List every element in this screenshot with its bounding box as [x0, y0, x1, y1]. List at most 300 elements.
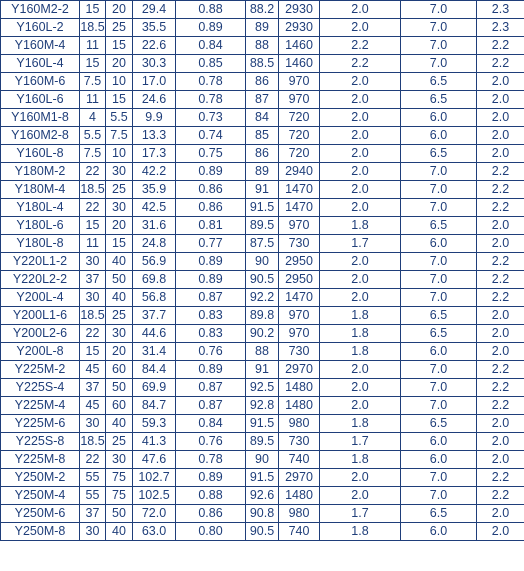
cell-current-a: 22.6	[133, 37, 176, 55]
cell-efficiency: 88.2	[246, 1, 279, 19]
cell-power-hp: 75	[106, 469, 133, 487]
table-row	[1, 271, 524, 289]
cell-current-a: 63.0	[133, 523, 176, 541]
cell-starting-current-ratio: 6.5	[401, 91, 477, 109]
cell-model: Y160L-8	[1, 145, 80, 163]
cell-starting-current-ratio: 7.0	[401, 397, 477, 415]
cell-max-torque-ratio: 2.2	[477, 163, 524, 181]
cell-power-hp: 30	[106, 451, 133, 469]
cell-speed-rpm: 970	[279, 217, 320, 235]
cell-starting-current-ratio: 7.0	[401, 19, 477, 37]
cell-starting-current-ratio: 7.0	[401, 379, 477, 397]
cell-starting-torque-ratio: 2.0	[320, 397, 401, 415]
table-row	[1, 1, 524, 19]
cell-starting-current-ratio: 7.0	[401, 199, 477, 217]
cell-max-torque-ratio: 2.0	[477, 505, 524, 523]
table-row	[1, 37, 524, 55]
cell-current-a: 56.8	[133, 289, 176, 307]
cell-power-factor: 0.86	[176, 199, 246, 217]
cell-current-a: 13.3	[133, 127, 176, 145]
cell-power-factor: 0.89	[176, 253, 246, 271]
cell-power-kw: 4	[80, 109, 106, 127]
cell-starting-torque-ratio: 1.8	[320, 325, 401, 343]
cell-power-kw: 18.5	[80, 433, 106, 451]
cell-efficiency: 91	[246, 361, 279, 379]
cell-power-factor: 0.89	[176, 19, 246, 37]
cell-power-hp: 15	[106, 91, 133, 109]
cell-power-hp: 15	[106, 235, 133, 253]
cell-max-torque-ratio: 2.2	[477, 37, 524, 55]
cell-power-hp: 30	[106, 163, 133, 181]
cell-starting-current-ratio: 6.5	[401, 505, 477, 523]
cell-power-hp: 25	[106, 181, 133, 199]
table-row	[1, 343, 524, 361]
table-row	[1, 217, 524, 235]
cell-starting-current-ratio: 7.0	[401, 487, 477, 505]
cell-starting-current-ratio: 6.5	[401, 73, 477, 91]
cell-starting-current-ratio: 6.5	[401, 145, 477, 163]
cell-speed-rpm: 720	[279, 109, 320, 127]
cell-current-a: 59.3	[133, 415, 176, 433]
cell-power-hp: 75	[106, 487, 133, 505]
cell-max-torque-ratio: 2.0	[477, 109, 524, 127]
cell-power-factor: 0.83	[176, 325, 246, 343]
cell-power-hp: 15	[106, 37, 133, 55]
cell-starting-current-ratio: 7.0	[401, 271, 477, 289]
cell-power-hp: 20	[106, 1, 133, 19]
cell-power-hp: 40	[106, 523, 133, 541]
cell-max-torque-ratio: 2.2	[477, 469, 524, 487]
cell-power-kw: 15	[80, 343, 106, 361]
cell-speed-rpm: 1470	[279, 289, 320, 307]
cell-max-torque-ratio: 2.0	[477, 127, 524, 145]
cell-starting-torque-ratio: 2.0	[320, 163, 401, 181]
cell-model: Y180M-4	[1, 181, 80, 199]
cell-max-torque-ratio: 2.0	[477, 307, 524, 325]
cell-max-torque-ratio: 2.2	[477, 253, 524, 271]
cell-model: Y180L-6	[1, 217, 80, 235]
table-row	[1, 235, 524, 253]
cell-starting-current-ratio: 7.0	[401, 1, 477, 19]
cell-speed-rpm: 1470	[279, 181, 320, 199]
cell-starting-current-ratio: 7.0	[401, 361, 477, 379]
cell-current-a: 69.8	[133, 271, 176, 289]
cell-speed-rpm: 980	[279, 505, 320, 523]
cell-starting-torque-ratio: 2.0	[320, 487, 401, 505]
cell-model: Y160M2-2	[1, 1, 80, 19]
table-row	[1, 361, 524, 379]
cell-power-factor: 0.85	[176, 55, 246, 73]
cell-power-factor: 0.86	[176, 505, 246, 523]
cell-current-a: 31.6	[133, 217, 176, 235]
cell-current-a: 42.2	[133, 163, 176, 181]
cell-speed-rpm: 1480	[279, 379, 320, 397]
cell-power-hp: 50	[106, 505, 133, 523]
table-row	[1, 73, 524, 91]
cell-starting-current-ratio: 7.0	[401, 469, 477, 487]
cell-speed-rpm: 970	[279, 91, 320, 109]
cell-starting-current-ratio: 6.5	[401, 325, 477, 343]
cell-max-torque-ratio: 2.2	[477, 397, 524, 415]
cell-speed-rpm: 730	[279, 433, 320, 451]
cell-model: Y200L1-6	[1, 307, 80, 325]
table-body	[1, 1, 524, 541]
cell-model: Y180M-2	[1, 163, 80, 181]
cell-power-hp: 20	[106, 55, 133, 73]
cell-power-kw: 30	[80, 523, 106, 541]
cell-power-kw: 22	[80, 451, 106, 469]
cell-max-torque-ratio: 2.0	[477, 451, 524, 469]
cell-power-factor: 0.87	[176, 397, 246, 415]
cell-model: Y160L-4	[1, 55, 80, 73]
cell-power-factor: 0.84	[176, 37, 246, 55]
cell-efficiency: 90.2	[246, 325, 279, 343]
cell-starting-torque-ratio: 2.0	[320, 271, 401, 289]
cell-model: Y225M-2	[1, 361, 80, 379]
cell-starting-current-ratio: 7.0	[401, 181, 477, 199]
cell-starting-current-ratio: 6.0	[401, 523, 477, 541]
cell-power-factor: 0.87	[176, 289, 246, 307]
cell-current-a: 17.0	[133, 73, 176, 91]
cell-max-torque-ratio: 2.2	[477, 199, 524, 217]
cell-efficiency: 85	[246, 127, 279, 145]
cell-starting-torque-ratio: 2.2	[320, 55, 401, 73]
cell-max-torque-ratio: 2.0	[477, 415, 524, 433]
cell-efficiency: 90	[246, 451, 279, 469]
cell-power-factor: 0.89	[176, 163, 246, 181]
cell-efficiency: 89.8	[246, 307, 279, 325]
cell-starting-torque-ratio: 2.0	[320, 145, 401, 163]
cell-power-factor: 0.81	[176, 217, 246, 235]
cell-speed-rpm: 970	[279, 325, 320, 343]
cell-speed-rpm: 980	[279, 415, 320, 433]
cell-power-kw: 11	[80, 91, 106, 109]
cell-power-factor: 0.73	[176, 109, 246, 127]
cell-starting-current-ratio: 7.0	[401, 289, 477, 307]
cell-starting-torque-ratio: 2.0	[320, 253, 401, 271]
cell-current-a: 44.6	[133, 325, 176, 343]
cell-efficiency: 90	[246, 253, 279, 271]
cell-starting-torque-ratio: 1.7	[320, 433, 401, 451]
cell-power-hp: 25	[106, 307, 133, 325]
cell-efficiency: 91.5	[246, 199, 279, 217]
table-row	[1, 19, 524, 37]
cell-starting-torque-ratio: 2.0	[320, 1, 401, 19]
cell-power-hp: 20	[106, 343, 133, 361]
cell-power-factor: 0.76	[176, 433, 246, 451]
cell-power-hp: 25	[106, 19, 133, 37]
cell-model: Y225M-4	[1, 397, 80, 415]
cell-power-kw: 5.5	[80, 127, 106, 145]
cell-speed-rpm: 1470	[279, 199, 320, 217]
table-row	[1, 487, 524, 505]
cell-power-kw: 15	[80, 55, 106, 73]
cell-power-factor: 0.74	[176, 127, 246, 145]
cell-power-hp: 30	[106, 199, 133, 217]
cell-power-factor: 0.89	[176, 271, 246, 289]
cell-power-factor: 0.89	[176, 361, 246, 379]
cell-power-kw: 22	[80, 163, 106, 181]
cell-max-torque-ratio: 2.3	[477, 19, 524, 37]
cell-starting-torque-ratio: 1.8	[320, 415, 401, 433]
cell-starting-torque-ratio: 2.0	[320, 109, 401, 127]
cell-efficiency: 91.5	[246, 415, 279, 433]
cell-max-torque-ratio: 2.0	[477, 433, 524, 451]
table-row	[1, 253, 524, 271]
cell-efficiency: 90.5	[246, 271, 279, 289]
cell-current-a: 47.6	[133, 451, 176, 469]
cell-efficiency: 89	[246, 19, 279, 37]
cell-current-a: 24.6	[133, 91, 176, 109]
cell-power-kw: 7.5	[80, 145, 106, 163]
cell-power-factor: 0.83	[176, 307, 246, 325]
cell-speed-rpm: 2970	[279, 469, 320, 487]
cell-power-kw: 30	[80, 253, 106, 271]
cell-power-hp: 60	[106, 397, 133, 415]
cell-current-a: 69.9	[133, 379, 176, 397]
cell-efficiency: 90.8	[246, 505, 279, 523]
cell-starting-torque-ratio: 2.0	[320, 181, 401, 199]
cell-max-torque-ratio: 2.2	[477, 289, 524, 307]
cell-power-hp: 25	[106, 433, 133, 451]
cell-power-hp: 30	[106, 325, 133, 343]
cell-max-torque-ratio: 2.2	[477, 181, 524, 199]
cell-power-kw: 45	[80, 361, 106, 379]
cell-current-a: 24.8	[133, 235, 176, 253]
cell-speed-rpm: 2930	[279, 19, 320, 37]
cell-max-torque-ratio: 2.0	[477, 217, 524, 235]
cell-max-torque-ratio: 2.2	[477, 271, 524, 289]
cell-power-factor: 0.78	[176, 451, 246, 469]
table-row	[1, 379, 524, 397]
cell-max-torque-ratio: 2.2	[477, 487, 524, 505]
cell-speed-rpm: 740	[279, 451, 320, 469]
cell-current-a: 31.4	[133, 343, 176, 361]
cell-max-torque-ratio: 2.0	[477, 145, 524, 163]
cell-power-factor: 0.78	[176, 73, 246, 91]
cell-power-factor: 0.80	[176, 523, 246, 541]
table-row	[1, 91, 524, 109]
cell-efficiency: 89.5	[246, 217, 279, 235]
table-row	[1, 469, 524, 487]
cell-model: Y160M2-8	[1, 127, 80, 145]
cell-model: Y200L-4	[1, 289, 80, 307]
cell-current-a: 84.7	[133, 397, 176, 415]
cell-efficiency: 84	[246, 109, 279, 127]
cell-model: Y180L-4	[1, 199, 80, 217]
table-row	[1, 325, 524, 343]
cell-speed-rpm: 2950	[279, 253, 320, 271]
cell-current-a: 72.0	[133, 505, 176, 523]
table-row	[1, 181, 524, 199]
cell-power-factor: 0.88	[176, 1, 246, 19]
cell-power-kw: 18.5	[80, 19, 106, 37]
cell-power-hp: 40	[106, 289, 133, 307]
cell-starting-torque-ratio: 2.0	[320, 19, 401, 37]
cell-speed-rpm: 2970	[279, 361, 320, 379]
cell-model: Y200L2-6	[1, 325, 80, 343]
cell-speed-rpm: 730	[279, 235, 320, 253]
cell-power-factor: 0.87	[176, 379, 246, 397]
cell-current-a: 102.5	[133, 487, 176, 505]
cell-starting-current-ratio: 7.0	[401, 55, 477, 73]
cell-efficiency: 88.5	[246, 55, 279, 73]
cell-starting-torque-ratio: 2.0	[320, 91, 401, 109]
cell-current-a: 29.4	[133, 1, 176, 19]
cell-speed-rpm: 720	[279, 127, 320, 145]
cell-power-kw: 11	[80, 37, 106, 55]
cell-starting-torque-ratio: 2.0	[320, 127, 401, 145]
cell-speed-rpm: 2950	[279, 271, 320, 289]
cell-efficiency: 88	[246, 343, 279, 361]
cell-power-hp: 50	[106, 379, 133, 397]
cell-power-kw: 11	[80, 235, 106, 253]
cell-starting-torque-ratio: 2.0	[320, 73, 401, 91]
cell-current-a: 42.5	[133, 199, 176, 217]
cell-starting-torque-ratio: 1.8	[320, 451, 401, 469]
cell-power-kw: 37	[80, 271, 106, 289]
cell-power-factor: 0.89	[176, 469, 246, 487]
cell-speed-rpm: 1460	[279, 37, 320, 55]
cell-efficiency: 87	[246, 91, 279, 109]
cell-efficiency: 86	[246, 145, 279, 163]
cell-efficiency: 92.6	[246, 487, 279, 505]
cell-speed-rpm: 970	[279, 307, 320, 325]
cell-model: Y160M-6	[1, 73, 80, 91]
cell-starting-current-ratio: 7.0	[401, 163, 477, 181]
cell-starting-torque-ratio: 2.0	[320, 469, 401, 487]
cell-model: Y250M-4	[1, 487, 80, 505]
table-row	[1, 289, 524, 307]
cell-starting-torque-ratio: 1.8	[320, 217, 401, 235]
cell-max-torque-ratio: 2.2	[477, 379, 524, 397]
cell-starting-current-ratio: 6.0	[401, 235, 477, 253]
cell-efficiency: 90.5	[246, 523, 279, 541]
cell-power-factor: 0.78	[176, 91, 246, 109]
cell-model: Y225S-8	[1, 433, 80, 451]
cell-model: Y250M-8	[1, 523, 80, 541]
cell-speed-rpm: 730	[279, 343, 320, 361]
table-row	[1, 109, 524, 127]
cell-model: Y200L-8	[1, 343, 80, 361]
cell-speed-rpm: 2930	[279, 1, 320, 19]
cell-max-torque-ratio: 2.2	[477, 361, 524, 379]
cell-max-torque-ratio: 2.3	[477, 1, 524, 19]
table-row	[1, 433, 524, 451]
cell-starting-torque-ratio: 1.7	[320, 505, 401, 523]
cell-current-a: 30.3	[133, 55, 176, 73]
cell-starting-current-ratio: 6.0	[401, 451, 477, 469]
cell-model: Y180L-8	[1, 235, 80, 253]
cell-power-kw: 37	[80, 379, 106, 397]
cell-model: Y220L1-2	[1, 253, 80, 271]
cell-starting-current-ratio: 6.5	[401, 415, 477, 433]
cell-speed-rpm: 1480	[279, 487, 320, 505]
cell-power-kw: 22	[80, 325, 106, 343]
cell-current-a: 35.9	[133, 181, 176, 199]
cell-efficiency: 92.2	[246, 289, 279, 307]
cell-starting-current-ratio: 7.0	[401, 253, 477, 271]
cell-speed-rpm: 1460	[279, 55, 320, 73]
cell-starting-torque-ratio: 1.8	[320, 343, 401, 361]
cell-current-a: 35.5	[133, 19, 176, 37]
cell-max-torque-ratio: 2.0	[477, 73, 524, 91]
cell-starting-torque-ratio: 2.0	[320, 361, 401, 379]
cell-current-a: 9.9	[133, 109, 176, 127]
cell-current-a: 84.4	[133, 361, 176, 379]
cell-efficiency: 89	[246, 163, 279, 181]
cell-current-a: 41.3	[133, 433, 176, 451]
cell-efficiency: 86	[246, 73, 279, 91]
table-row	[1, 127, 524, 145]
cell-starting-current-ratio: 6.0	[401, 109, 477, 127]
cell-power-hp: 5.5	[106, 109, 133, 127]
cell-max-torque-ratio: 2.0	[477, 343, 524, 361]
cell-starting-torque-ratio: 2.2	[320, 37, 401, 55]
cell-power-hp: 7.5	[106, 127, 133, 145]
cell-starting-current-ratio: 6.0	[401, 343, 477, 361]
cell-current-a: 102.7	[133, 469, 176, 487]
cell-power-factor: 0.77	[176, 235, 246, 253]
cell-power-factor: 0.84	[176, 415, 246, 433]
cell-model: Y225M-8	[1, 451, 80, 469]
cell-starting-current-ratio: 7.0	[401, 37, 477, 55]
cell-efficiency: 92.8	[246, 397, 279, 415]
cell-max-torque-ratio: 2.0	[477, 523, 524, 541]
cell-starting-current-ratio: 6.5	[401, 217, 477, 235]
cell-efficiency: 92.5	[246, 379, 279, 397]
cell-model: Y160M1-8	[1, 109, 80, 127]
cell-power-factor: 0.88	[176, 487, 246, 505]
cell-power-kw: 18.5	[80, 307, 106, 325]
cell-model: Y160L-2	[1, 19, 80, 37]
cell-power-hp: 50	[106, 271, 133, 289]
cell-speed-rpm: 720	[279, 145, 320, 163]
cell-power-factor: 0.75	[176, 145, 246, 163]
cell-efficiency: 88	[246, 37, 279, 55]
cell-power-kw: 37	[80, 505, 106, 523]
cell-power-hp: 20	[106, 217, 133, 235]
cell-starting-current-ratio: 6.0	[401, 127, 477, 145]
cell-power-kw: 15	[80, 1, 106, 19]
table-row	[1, 451, 524, 469]
cell-model: Y160L-6	[1, 91, 80, 109]
cell-starting-torque-ratio: 1.8	[320, 523, 401, 541]
cell-efficiency: 91.5	[246, 469, 279, 487]
cell-power-kw: 30	[80, 415, 106, 433]
cell-starting-torque-ratio: 1.8	[320, 307, 401, 325]
cell-power-hp: 10	[106, 73, 133, 91]
cell-power-kw: 55	[80, 487, 106, 505]
cell-starting-torque-ratio: 1.7	[320, 235, 401, 253]
cell-model: Y225M-6	[1, 415, 80, 433]
cell-speed-rpm: 970	[279, 73, 320, 91]
cell-efficiency: 87.5	[246, 235, 279, 253]
cell-max-torque-ratio: 2.0	[477, 235, 524, 253]
cell-power-factor: 0.86	[176, 181, 246, 199]
cell-starting-torque-ratio: 2.0	[320, 379, 401, 397]
cell-power-kw: 22	[80, 199, 106, 217]
cell-max-torque-ratio: 2.0	[477, 325, 524, 343]
cell-speed-rpm: 740	[279, 523, 320, 541]
cell-model: Y225S-4	[1, 379, 80, 397]
table-row	[1, 55, 524, 73]
cell-speed-rpm: 1480	[279, 397, 320, 415]
cell-current-a: 56.9	[133, 253, 176, 271]
table-row	[1, 397, 524, 415]
table-row	[1, 163, 524, 181]
cell-power-kw: 45	[80, 397, 106, 415]
